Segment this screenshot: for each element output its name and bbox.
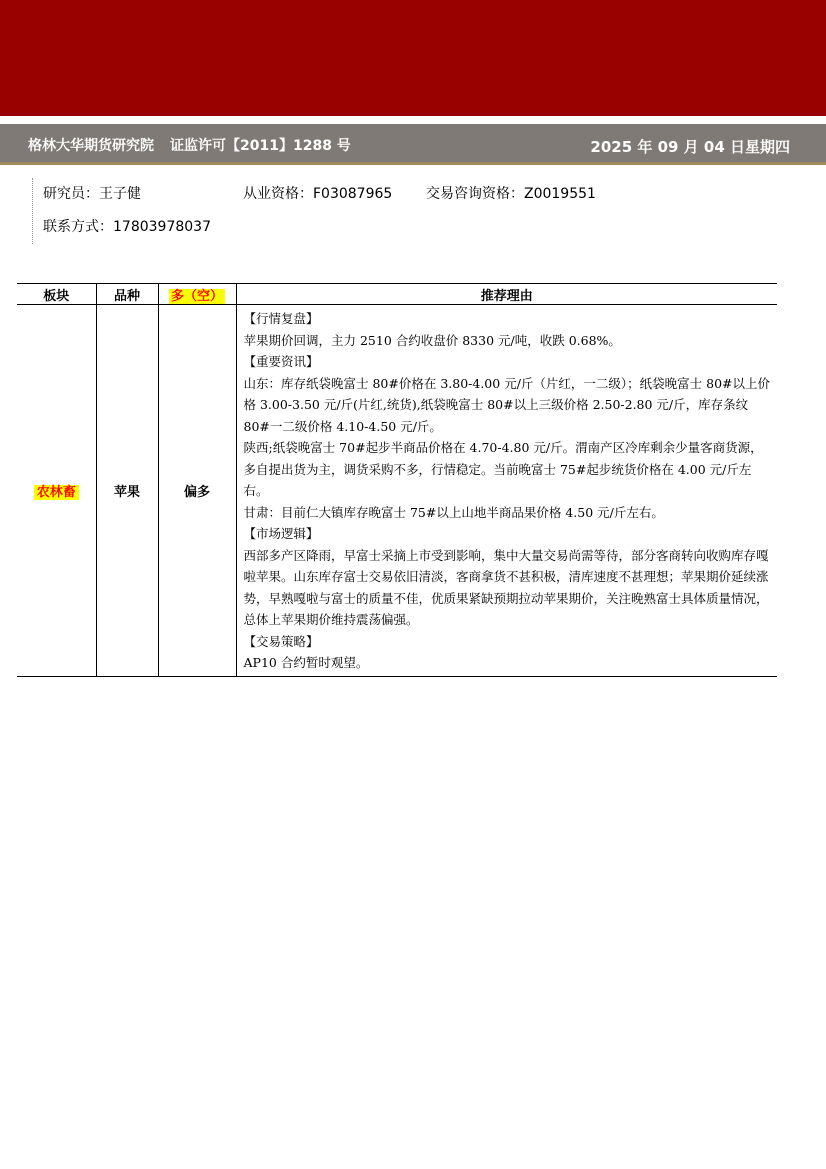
contact-info: 联系方式：17803978037 (43, 219, 211, 235)
table-header-row (17, 284, 777, 305)
top-banner (0, 0, 826, 116)
sector-cell (17, 305, 96, 677)
reason-cell (236, 305, 777, 677)
recommendation-table (17, 283, 777, 677)
researcher-name: 研究员：王子健 (43, 186, 141, 202)
reason-heading-news: 【重要资讯】 (243, 354, 319, 369)
qualification-number: 从业资格：F03087965 (243, 186, 393, 202)
reason-news-shandong: 山东：库存纸袋晚富士 80#价格在 3.80-4.00 元/斤（片红，一二级）；纸袋晚富士 80#以上价格 3.00-3.50 元/斤(片红,统货),纸袋晚富士 80#以上三级价格 2.50-2.80 元/斤，库存条纹 80#一二级价格 4.10-4.50 元/斤。 (243, 375, 771, 434)
reason-heading-review: 【行情复盘】 (243, 311, 319, 326)
analyst-row (43, 178, 596, 211)
sector-label: 农林畜 (34, 485, 79, 500)
direction-cell: 偏多 (158, 305, 236, 677)
reason-heading-logic: 【市场逻辑】 (243, 526, 319, 541)
header-direction (158, 284, 236, 305)
header-sector: 板块 (17, 284, 96, 305)
contact-row (43, 211, 596, 244)
reason-news-gansu: 甘肃：目前仁大镇库存晚富士 75#以上山地半商品果价格 4.50 元/斤左右。 (243, 504, 664, 520)
variety-cell: 苹果 (96, 305, 158, 677)
header-reason: 推荐理由 (236, 284, 777, 305)
header-left (28, 135, 351, 155)
license-number: 证监许可【2011】1288 号 (170, 138, 351, 154)
reason-review-text: 苹果期价回调，主力 2510 合约收盘价 8330 元/吨，收跌 0.68%。 (243, 332, 621, 348)
table-row (17, 305, 777, 677)
reason-strategy-text: AP10 合约暂时观望。 (243, 655, 369, 670)
institute-name: 格林大华期货研究院 (28, 138, 154, 154)
reason-logic-text: 西部多产区降雨，早富士采摘上市受到影响，集中大量交易尚需等待，部分客商转向收购库存嘎啦苹果。山东库存富士交易依旧清淡，客商拿货不甚积极，清库速度不甚理想；苹果期价延续涨势，早熟嘎啦与富士的质量不佳，优质果紧缺预期拉动苹果期价，关注晚熟富士具体质量情况，总体上苹果期价维持震荡偏强。 (243, 547, 769, 627)
reason-news-shaanxi: 陕西;纸袋晚富士 70#起步半商品价格在 4.70-4.80 元/斤。渭南产区冷库剩余少量客商货源，多自提出货为主，调货采购不多，行情稳定。当前晚富士 75#起步统货价格在 4.00 元/斤左右。 (243, 440, 763, 498)
header-direction-label: 多（空） (170, 288, 223, 304)
report-date: 2025 年 09 月 04 日星期四 (590, 138, 790, 156)
report-header-bar (0, 124, 826, 165)
reason-heading-strategy: 【交易策略】 (243, 633, 319, 649)
analyst-info (32, 178, 596, 244)
header-variety: 品种 (96, 284, 158, 305)
consult-qualification: 交易咨询资格：Z0019551 (426, 186, 596, 202)
